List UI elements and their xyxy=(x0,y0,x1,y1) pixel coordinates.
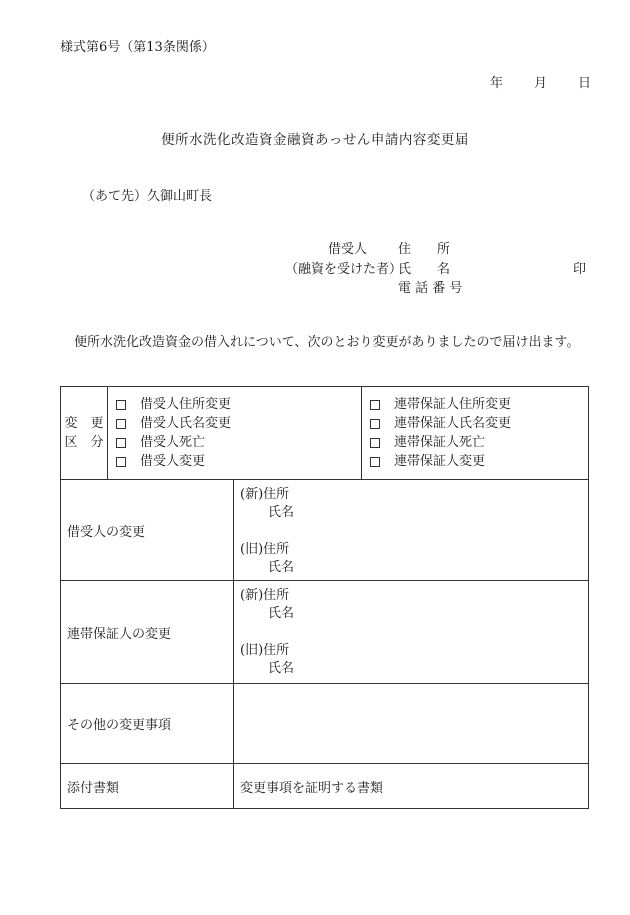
checkbox-icon[interactable] xyxy=(370,438,380,448)
guarantor-change-row xyxy=(61,581,589,684)
new-name-label: 氏名 xyxy=(268,606,295,621)
guarantor-change-label: 連帯保証人の変更 xyxy=(61,581,234,684)
guarantor-change-options xyxy=(362,387,589,480)
old-name-label: 氏名 xyxy=(268,560,295,575)
addressee: （あて先）久御山町長 xyxy=(82,189,213,204)
guarantor-address-change-option[interactable]: 連帯保証人住所変更 xyxy=(370,395,588,414)
applicant-role-note: （融資を受けた者） xyxy=(285,262,403,277)
borrower-death-option[interactable]: 借受人死亡 xyxy=(116,433,361,452)
other-changes-entry[interactable] xyxy=(234,684,589,764)
attachments-row xyxy=(61,764,589,809)
attachments-value: 変更事項を証明する書類 xyxy=(234,764,589,809)
date-year-label: 年 xyxy=(490,76,504,91)
change-form-table xyxy=(60,386,589,809)
borrower-address-change-option[interactable]: 借受人住所変更 xyxy=(116,395,361,414)
category-label-cell xyxy=(61,387,108,480)
applicant-phone-label: 電 話 番 号 xyxy=(398,281,463,296)
category-row xyxy=(61,387,589,480)
category-label-line1: 変 更 xyxy=(64,416,104,431)
applicant-address-label: 住 所 xyxy=(398,242,451,257)
checkbox-icon[interactable] xyxy=(370,419,380,429)
attachments-label: 添付書類 xyxy=(61,764,234,809)
borrower-name-change-option[interactable]: 借受人氏名変更 xyxy=(116,414,361,433)
body-text: 便所水洗化改造資金の借入れについて、次のとおり変更がありましたので届け出ます。 xyxy=(74,335,580,350)
guarantor-name-change-option[interactable]: 連帯保証人氏名変更 xyxy=(370,414,588,433)
date-line xyxy=(490,72,591,91)
form-number: 様式第6号（第13条関係） xyxy=(60,40,215,55)
borrower-change-row xyxy=(61,480,589,581)
other-changes-row xyxy=(61,684,589,764)
old-address-label: (旧)住所 xyxy=(240,542,290,557)
document-title: 便所水洗化改造資金融資あっせん申請内容変更届 xyxy=(161,132,469,148)
borrower-change-options xyxy=(108,387,362,480)
applicant-name-label: 氏 名 xyxy=(398,262,451,277)
checkbox-icon[interactable] xyxy=(370,457,380,467)
old-address-label: (旧)住所 xyxy=(240,643,290,658)
checkbox-icon[interactable] xyxy=(116,457,126,467)
date-month-label: 月 xyxy=(534,76,548,91)
category-label-line2: 区 分 xyxy=(64,435,104,450)
guarantor-change-entry[interactable] xyxy=(234,581,589,684)
new-address-label: (新)住所 xyxy=(240,487,290,502)
checkbox-icon[interactable] xyxy=(370,400,380,410)
date-day-label: 日 xyxy=(578,76,592,91)
borrower-change-label: 借受人の変更 xyxy=(61,480,234,581)
seal-label: 印 xyxy=(573,262,587,277)
other-changes-label: その他の変更事項 xyxy=(61,684,234,764)
old-name-label: 氏名 xyxy=(268,661,295,676)
new-name-label: 氏名 xyxy=(268,505,295,520)
new-address-label: (新)住所 xyxy=(240,588,290,603)
guarantor-death-option[interactable]: 連帯保証人死亡 xyxy=(370,433,588,452)
borrower-change-option[interactable]: 借受人変更 xyxy=(116,452,361,471)
checkbox-icon[interactable] xyxy=(116,438,126,448)
borrower-change-entry[interactable] xyxy=(234,480,589,581)
applicant-role: 借受人 xyxy=(328,242,368,257)
guarantor-change-option[interactable]: 連帯保証人変更 xyxy=(370,452,588,471)
checkbox-icon[interactable] xyxy=(116,400,126,410)
checkbox-icon[interactable] xyxy=(116,419,126,429)
